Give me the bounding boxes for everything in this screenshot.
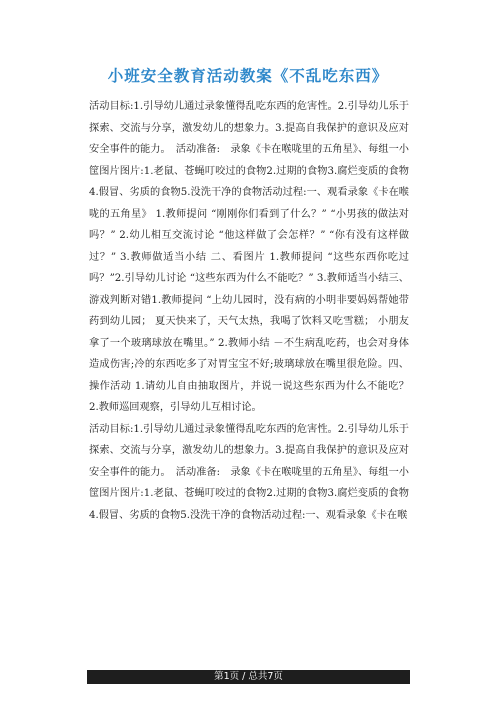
paragraph: 活动目标:1.引导幼儿通过录象懂得乱吃东西的危害性。2.引导幼儿乐于探索、交流与分享，激发幼儿的想象力。3.提高自我保护的意识及应对安全事件的能力。 活动准备: 录象《卡在喉咙里的五角星》、每组一小筐图片图片:1.老鼠、苍蝇叮咬过的食物2.过期的食物3.腐烂变质的食物4.假冒、劣质的食物5.没洗干净的食物活动过程:一、观看录象《卡在喉咙的五角星》 1.教师提问 “刚刚你们看到了什么？” “小男孩的做法对吗？” 2.幼儿相互交流讨论 “他这样做了会怎样？” “你有没有这样做过？” 3.教师做适当小结 二、看图片 1.教师提问 “这些东西你吃过吗？”2.引导幼儿讨论 “这些东西为什么不能吃？” 3.教师适当小结三、游戏判断对错1.教师提问 “上幼儿园时，没有病的小明非要妈妈帮她带药到幼儿园； 夏天快来了，天气太热，我喝了饮料又吃雪糕； 小朋友拿了一个玻璃球放在嘴里。” 2.教师小结 －不生病乱吃药，也会对身体造成伤害;冷的东西吃多了对胃宝宝不好;玻璃球放在嘴里很危险。四、操作活动 1.请幼儿自由抽取图片，并说一说这些东西为什么不能吃？ 2.教师巡回观察，引导幼儿互相讨论。 [89,101,409,413]
document-body [89,96,409,526]
page-indicator-text: 第1页 / 总共7页 [214,671,283,682]
page-indicator-bar [87,670,410,684]
page-title: 小班安全教育活动教案《不乱吃东西》 [107,66,389,85]
paragraph: 活动目标:1.引导幼儿通过录象懂得乱吃东西的危害性。2.引导幼儿乐于探索、交流与分享，激发幼儿的想象力。3.提高自我保护的意识及应对安全事件的能力。 活动准备: 录象《卡在喉咙里的五角星》、每组一小筐图片图片:1.老鼠、苍蝇叮咬过的食物2.过期的食物3.腐烂变质的食物4.假冒、劣质的食物5.没洗干净的食物活动过程:一、观看录象《卡在喉 [89,423,409,521]
